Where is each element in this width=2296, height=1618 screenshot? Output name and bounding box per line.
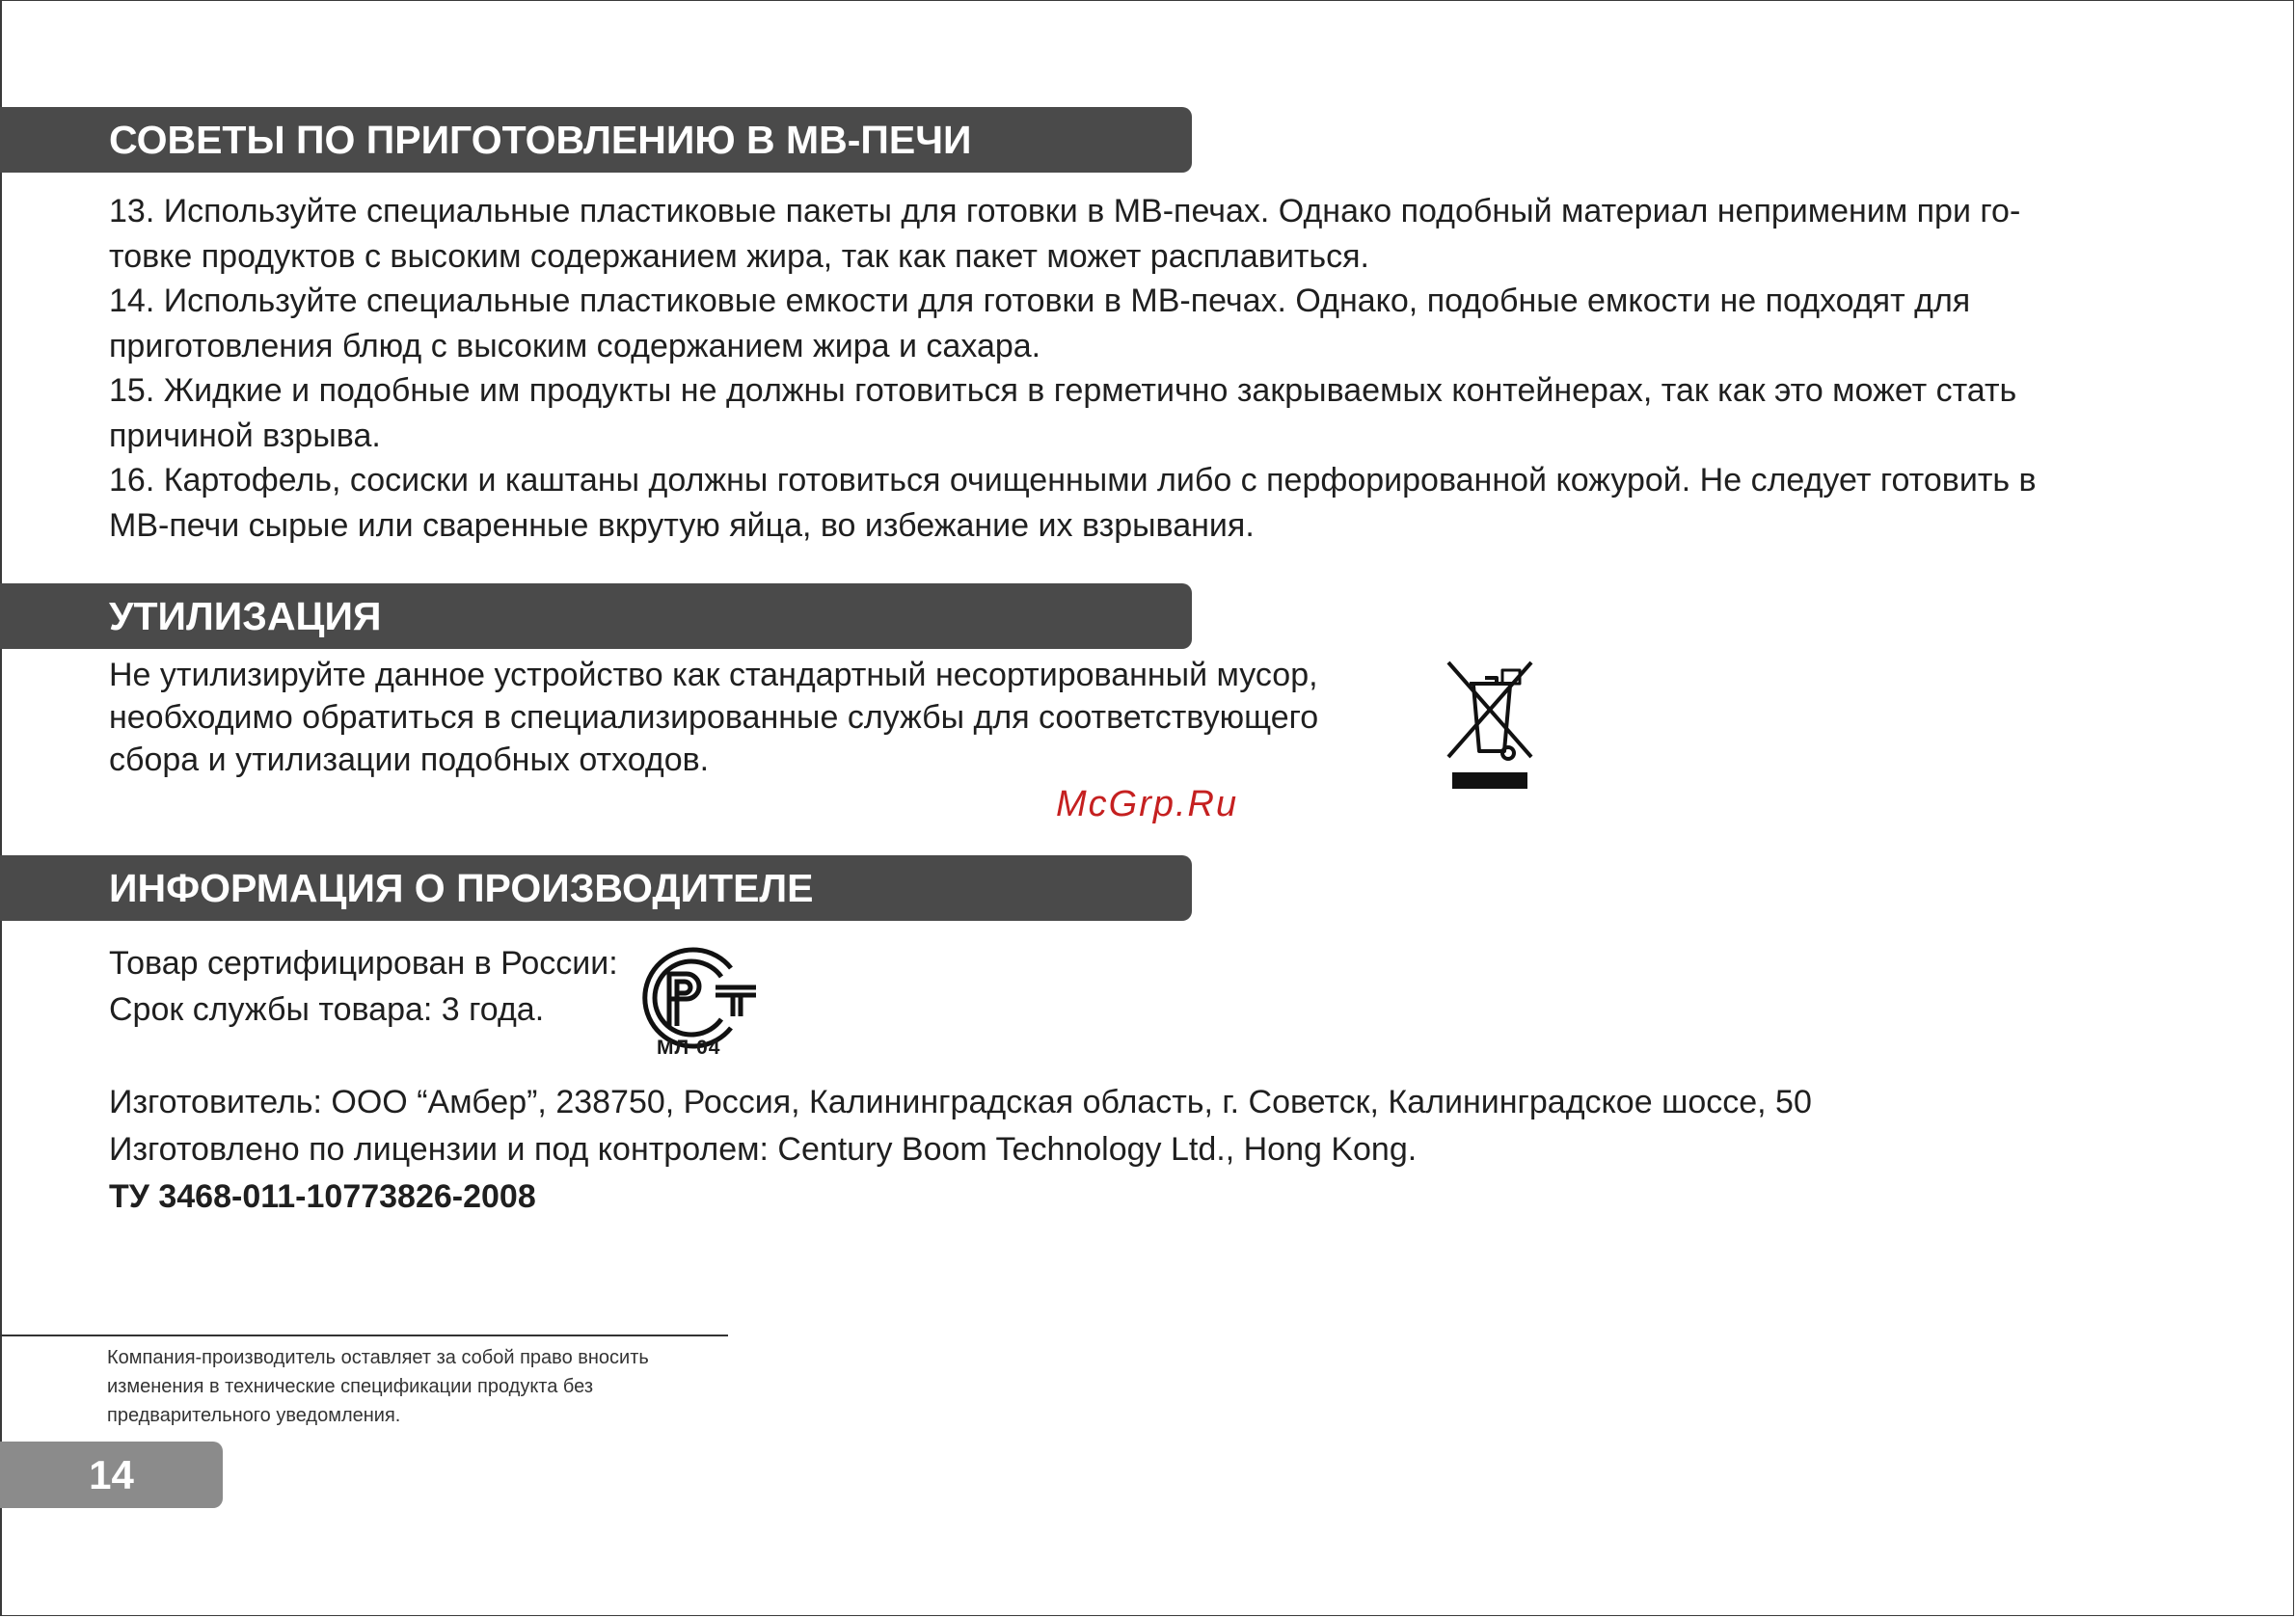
section-title: УТИЛИЗАЦИЯ — [109, 594, 382, 638]
license-line: Изготовлено по лицензии и под контролем: Century Boom Technology Ltd., Hong Kong. — [109, 1131, 1418, 1168]
text-line: Не утилизируйте данное устройство как стандартный несортированный мусор, — [109, 657, 1318, 693]
text-line: 13. Используйте специальные пластиковые пакеты для готовки в МВ-печах. Однако подобный материал неприменим при го- — [109, 193, 2021, 229]
text-line: причиной взрыва. — [109, 417, 381, 454]
text-line: 14. Используйте специальные пластиковые емкости для готовки в МВ-печах. Однако, подобные емкости не подходят для — [109, 283, 1971, 319]
text-line: 16. Картофель, сосиски и каштаны должны готовиться очищенными либо с перфорированной кожурой. Не следует готовить в — [109, 462, 2037, 499]
footnote-line: предварительного уведомления. — [107, 1405, 401, 1426]
text-line: МВ-печи сырые или сваренные вкрутую яйца, во избежание их взрывания. — [109, 506, 1255, 544]
text-line: товке продуктов с высоким содержанием жира, так как пакет может расплавиться. — [109, 237, 1369, 275]
manufacturer-details — [109, 1079, 1812, 1221]
text-line: 15. Жидкие и подобные им продукты не должны готовиться в герметично закрываемых контейнерах, так как это может стать — [109, 372, 2017, 409]
footnote-line: изменения в технические спецификации продукта без — [107, 1376, 594, 1397]
disposal-text — [109, 654, 1318, 781]
section-header-cooking-tips — [0, 107, 1192, 173]
certification-code: МЛ 04 — [657, 1037, 721, 1059]
text-line: необходимо обратиться в специализированные службы для соответствующего — [109, 699, 1319, 736]
footnote-divider — [0, 1335, 728, 1336]
certified-line: Товар сертифицирован в России: — [109, 945, 618, 982]
footnote — [107, 1343, 724, 1430]
service-life-line: Срок службы товара: 3 года. — [109, 991, 545, 1028]
page-number: 14 — [0, 1442, 223, 1508]
watermark: McGrp.Ru — [1056, 784, 1239, 824]
cooking-tips-text — [109, 189, 2037, 548]
section-header-manufacturer — [0, 855, 1192, 921]
certification-text — [109, 940, 618, 1033]
section-title: ИНФОРМАЦИЯ О ПРОИЗВОДИТЕЛЕ — [109, 866, 814, 910]
footnote-line: Компания-производитель оставляет за собой право вносить — [107, 1347, 649, 1368]
section-title: СОВЕТЫ ПО ПРИГОТОВЛЕНИЮ В МВ-ПЕЧИ — [109, 118, 972, 162]
text-line: приготовления блюд с высоким содержанием жира и сахара. — [109, 327, 1041, 364]
section-header-disposal — [0, 583, 1192, 649]
crossed-out-wheelie-bin-icon — [1445, 657, 1535, 790]
tu-code: ТУ 3468-011-10773826-2008 — [109, 1178, 536, 1215]
manufacturer-line: Изготовитель: ООО “Амбер”, 238750, Россия, Калининградская область, г. Советск, Калининградское шоссе, 50 — [109, 1084, 1812, 1120]
text-line: сбора и утилизации подобных отходов. — [109, 742, 710, 778]
